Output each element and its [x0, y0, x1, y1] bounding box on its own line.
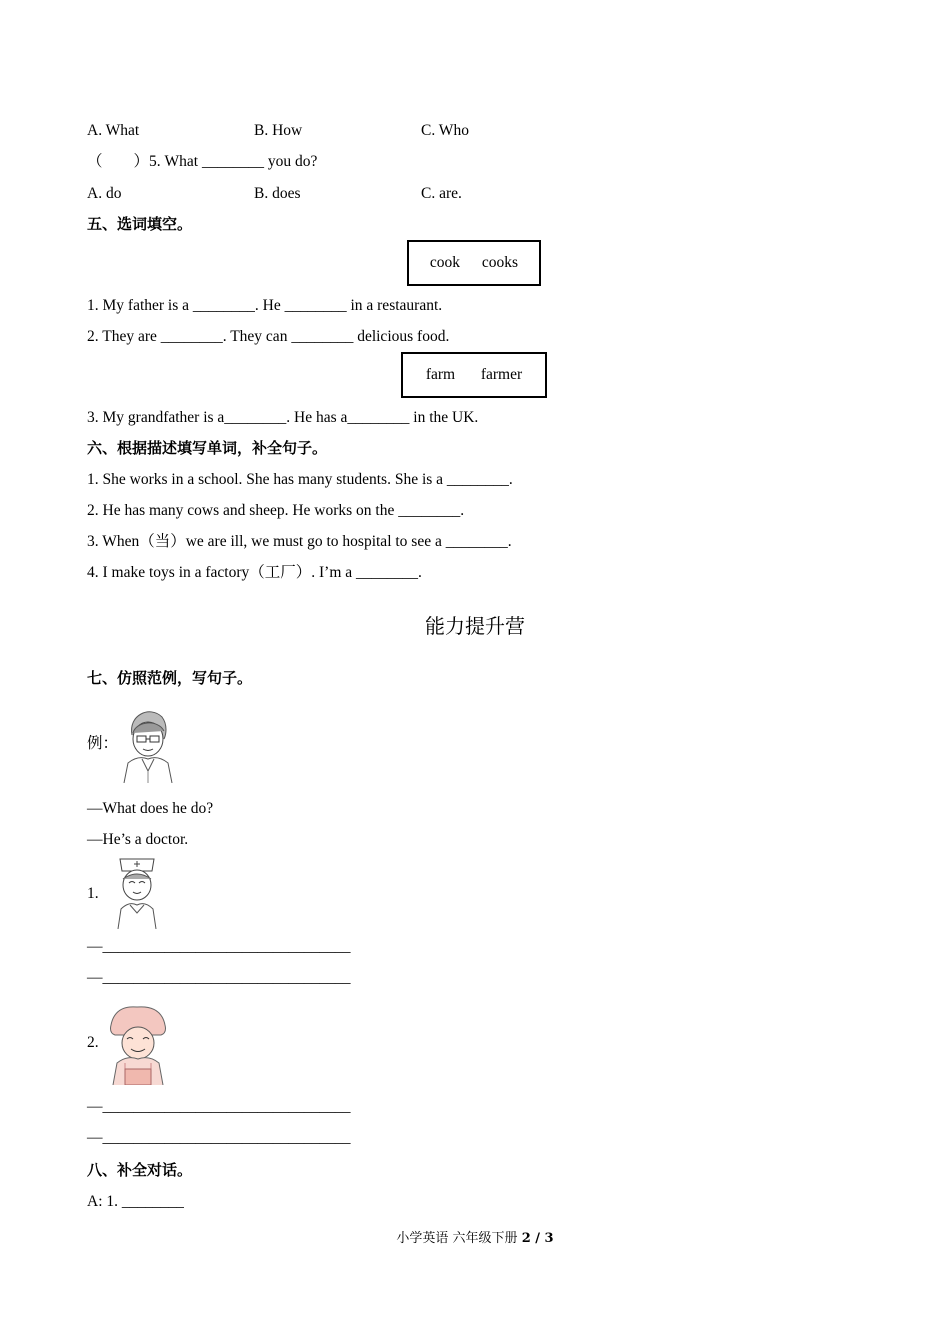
- dialogue-line[interactable]: A: 1. ________: [87, 1193, 184, 1210]
- answer-line[interactable]: —________________________________: [87, 938, 351, 955]
- word-box-2-word: farm: [425, 366, 456, 383]
- answer-line[interactable]: —________________________________: [87, 1129, 351, 1146]
- section6-item: 3. When（当）we are ill, we must go to hospital to see a ________.: [87, 533, 512, 550]
- q5-option-b: B. does: [254, 185, 301, 202]
- doctor-picture: [120, 705, 174, 783]
- example-label: 例：: [87, 735, 119, 752]
- word-box-2: [401, 352, 547, 398]
- item1-label: 1.: [87, 885, 99, 902]
- q5-stem: （ ）5. What ________ you do?: [87, 153, 318, 170]
- answer-line[interactable]: —________________________________: [87, 1098, 351, 1115]
- page-number: 2 / 3: [521, 1231, 554, 1246]
- q4-option-c: C. Who: [421, 122, 469, 139]
- q4-option-a: A. What: [87, 122, 140, 139]
- section5-item: 2. They are ________. They can ________ delicious food.: [87, 328, 450, 345]
- cook-picture: [105, 1003, 169, 1085]
- item2-label: 2.: [87, 1034, 99, 1051]
- example-question: —What does he do?: [87, 800, 214, 817]
- word-box-1: [407, 240, 541, 286]
- q5-option-c: C. are.: [421, 185, 462, 202]
- word-box-1-word: cook: [429, 254, 461, 271]
- page-footer: [0, 1227, 950, 1246]
- section5-item: 1. My father is a ________. He ________ in a restaurant.: [87, 297, 443, 314]
- section5-heading: 五、选词填空。: [87, 215, 193, 233]
- word-box-2-word: farmer: [480, 366, 523, 383]
- word-box-1-word: cooks: [481, 254, 519, 271]
- nurse-picture: [112, 855, 162, 929]
- section-title: 能力提升营: [425, 614, 525, 638]
- section6-item: 1. She works in a school. She has many students. She is a ________.: [87, 471, 513, 488]
- section6-heading: 六、根据描述填写单词，补全句子。: [87, 439, 328, 457]
- example-answer: —He’s a doctor.: [87, 831, 189, 848]
- section5-item: 3. My grandfather is a________. He has a________ in the UK.: [87, 409, 479, 426]
- section6-item: 2. He has many cows and sheep. He works on the ________.: [87, 502, 465, 519]
- answer-line[interactable]: —________________________________: [87, 969, 351, 986]
- q4-option-b: B. How: [254, 122, 303, 139]
- footer-text: 小学英语 六年级下册: [396, 1231, 518, 1246]
- section6-item: 4. I make toys in a factory（工厂）. I’m a ________.: [87, 564, 422, 581]
- section7-heading: 七、仿照范例，写句子。: [87, 669, 253, 687]
- q5-option-a: A. do: [87, 185, 122, 202]
- section8-heading: 八、补全对话。: [87, 1161, 193, 1179]
